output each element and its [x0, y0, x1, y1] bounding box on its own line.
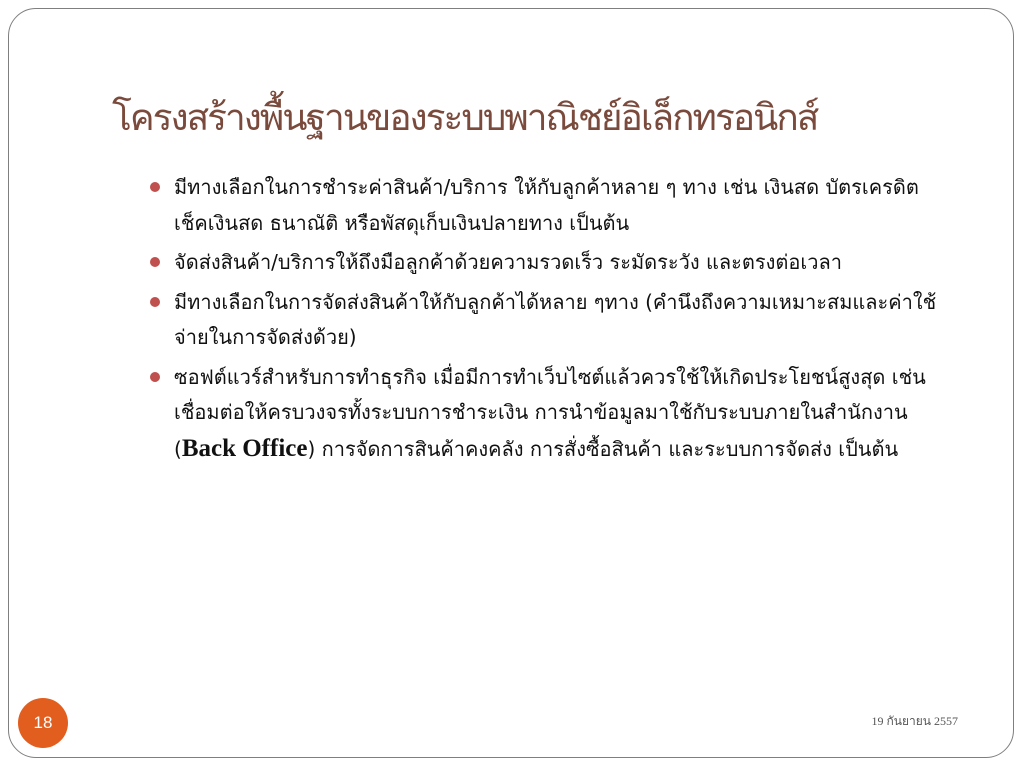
bullet-text: จัดส่งสินค้า/บริการให้ถึงมือลูกค้าด้วยความรวดเร็ว ระมัดระวัง และตรงต่อเวลา	[174, 250, 842, 274]
bullet-dot-icon	[150, 297, 160, 307]
bullet-dot-icon	[150, 372, 160, 382]
bullet-item-payment-options	[150, 170, 955, 241]
bullet-text: มีทางเลือกในการจัดส่งสินค้าให้กับลูกค้าได้หลาย ๆทาง (คำนึงถึงความเหมาะสมและค่าใช้จ่ายในการจัดส่งด้วย)	[174, 289, 937, 349]
page-number: 18	[33, 713, 53, 732]
bullet-item-business-software	[150, 360, 955, 468]
bullet-dot-icon	[150, 182, 160, 192]
bullet-dot-icon	[150, 257, 160, 267]
slide-body	[150, 170, 955, 471]
bullet-item-delivery	[150, 245, 955, 281]
bullet-text-after: ) การจัดการสินค้าคงคลัง การสั่งซื้อสินค้า และระบบการจัดส่ง เป็นต้น	[307, 436, 899, 461]
slide-date: 19 กันยายน 2557	[871, 714, 958, 728]
slide-title: โครงสร้างพื้นฐานของระบบพาณิชย์อิเล็กทรอนิกส์	[112, 96, 818, 139]
bullet-text: มีทางเลือกในการชำระค่าสินค้า/บริการ ให้กับลูกค้าหลาย ๆ ทาง เช่น เงินสด บัตรเครดิต เช็คเงินสด ธนาณัติ หรือพัสดุเก็บเงินปลายทาง เป็นต้น	[174, 175, 919, 235]
bullet-list	[150, 170, 955, 467]
bullet-item-shipping-options	[150, 285, 955, 356]
bullet-emphasis-back-office: Back Office	[181, 434, 308, 462]
page-number-badge	[18, 698, 68, 748]
bullet-text-before: ซอฟต์แวร์สำหรับการทำธุรกิจ เมื่อมีการทำเว็บไซต์แล้วควรใช้ให้เกิดประโยชน์สูงสุด เช่น เชื่อมต่อให้ครบวงจรทั้งระบบการชำระเงิน การนำข้อมูลมาใช้กับระบบภายในสำนักงาน (	[174, 364, 926, 461]
